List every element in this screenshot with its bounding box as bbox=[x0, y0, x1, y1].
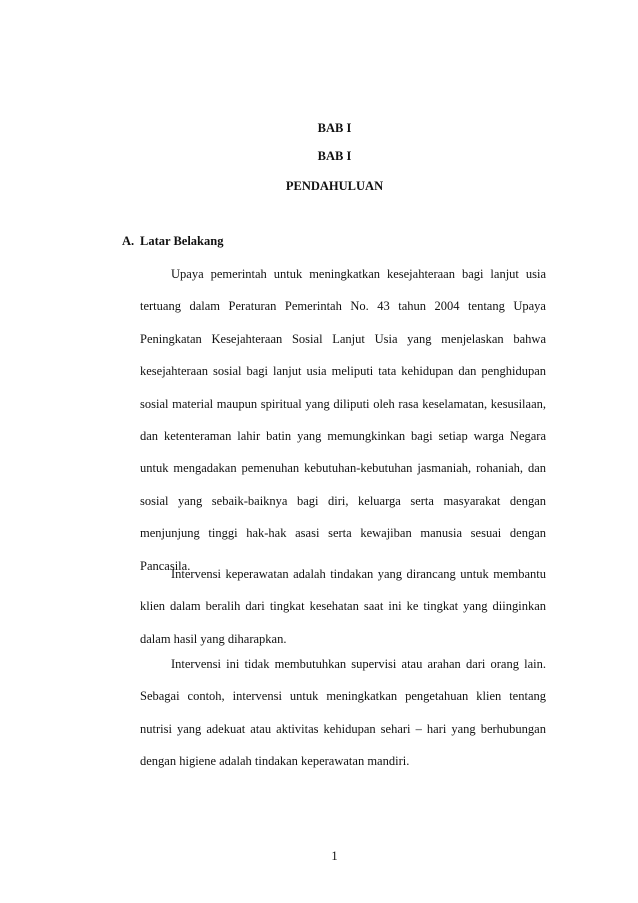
paragraph-2: Intervensi keperawatan adalah tindakan yang dirancang untuk membantu klien dalam beralih dari tingkat kesehatan saat ini ke tingkat yang diinginkan dalam hasil yang diharapkan. bbox=[140, 567, 546, 646]
chapter-label: BAB I bbox=[317, 121, 352, 135]
paragraph-3: Intervensi ini tidak membutuhkan supervisi atau arahan dari orang lain. Sebagai contoh, intervensi untuk meningkatkan pengetahuan klien tentang nutrisi yang adekuat atau aktivitas kehidupan sehari – hari yang berhubungan dengan higiene adalah tindakan keperawatan mandiri. bbox=[140, 657, 546, 769]
section-marker: A. bbox=[122, 234, 135, 248]
page-number: 1 bbox=[331, 849, 338, 863]
paragraph-1: Upaya pemerintah untuk meningkatkan kesejahteraan bagi lanjut usia tertuang dalam Peraturan Pemerintah No. 43 tahun 2004 tentang Upaya Peningkatan Kesejahteraan Sosial Lanjut Usia yang menjelaskan bahwa kesejahteraan sosial bagi lanjut usia meliputi tata kehidupan dan penghidupan sosial material maupun spiritual yang diliputi oleh rasa keselamatan, kesusilaan, dan ketenteraman lahir batin yang memungkinkan bagi setiap warga Negara untuk mengadakan pemenuhan kebutuhan-kebutuhan jasmaniah, rohaniah, dan sosial yang sebaik-baiknya bagi diri, keluarga serta masyarakat dengan menjunjung tinggi hak-hak asasi serta kewajiban manusia sesuai dengan Pancasila. bbox=[140, 267, 546, 573]
chapter-label-repeat: BAB I bbox=[317, 149, 352, 163]
section-title: Latar Belakang bbox=[140, 234, 224, 248]
chapter-title: PENDAHULUAN bbox=[285, 179, 384, 193]
section-heading bbox=[122, 234, 223, 249]
